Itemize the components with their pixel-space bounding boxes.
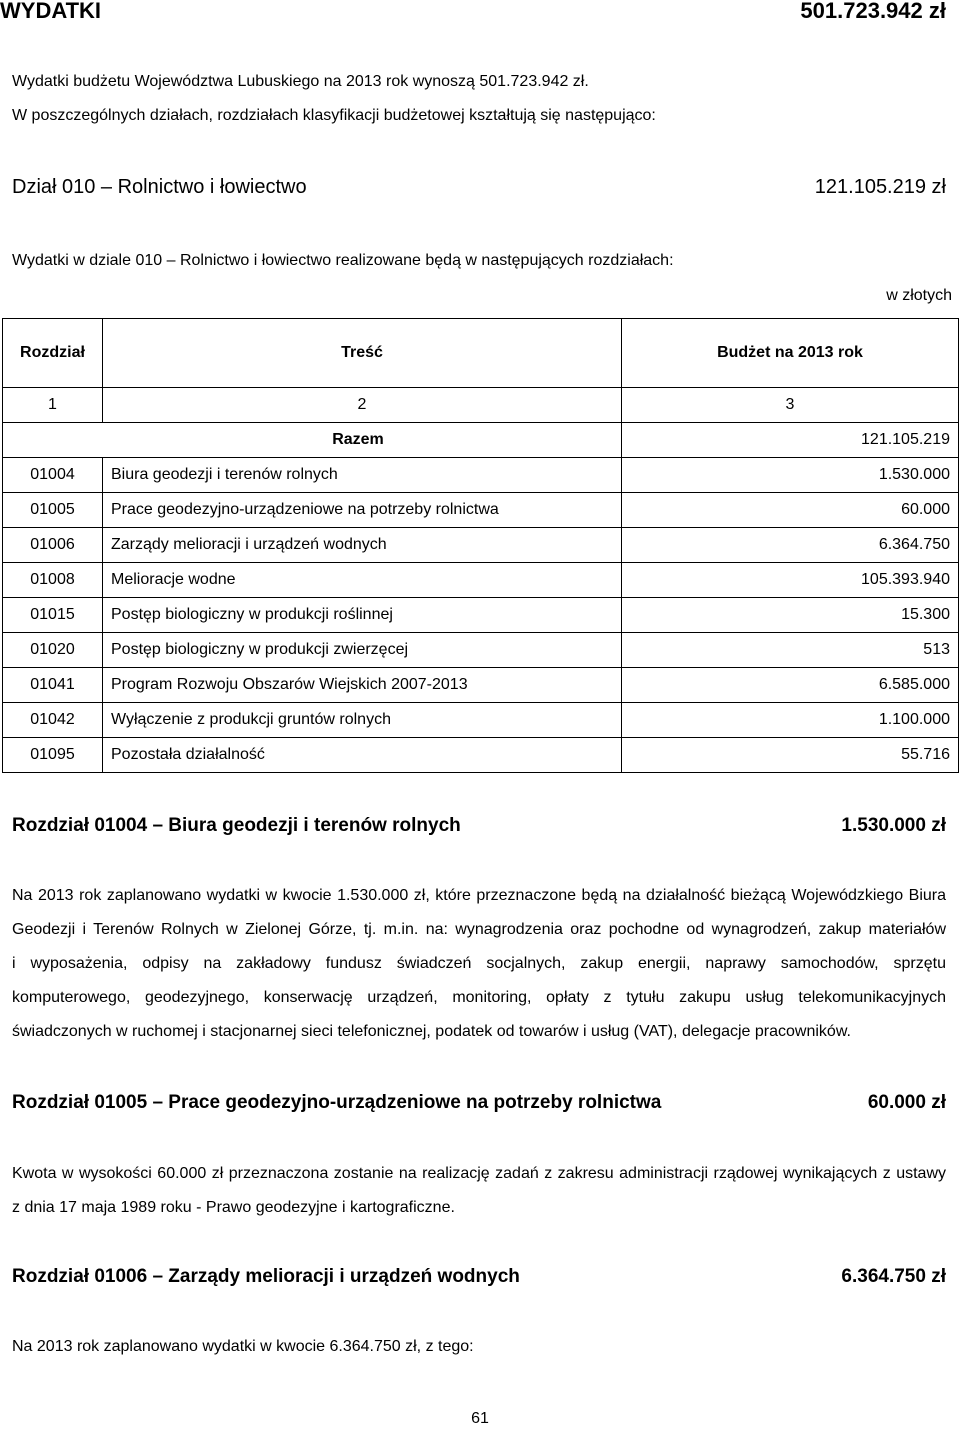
total-label: Razem xyxy=(3,423,622,458)
table-row xyxy=(3,528,959,563)
row-code: 01020 xyxy=(3,633,103,668)
table-row xyxy=(3,633,959,668)
header-budget: Budżet na 2013 rok xyxy=(622,319,959,388)
row-name: Program Rozwoju Obszarów Wiejskich 2007-2013 xyxy=(103,668,622,703)
section-lead: Wydatki w dziale 010 – Rolnictwo i łowiectwo realizowane będą w następujących rozdziałach: xyxy=(12,252,674,269)
row-code: 01095 xyxy=(3,738,103,773)
row-value: 1.100.000 xyxy=(622,703,959,738)
sub1-line-1: Na 2013 rok zaplanowano wydatki w kwocie 1.530.000 zł, które przeznaczone będą na działalność bieżącą Wojewódzkiego Biura xyxy=(12,887,946,904)
column-number-2: 2 xyxy=(103,388,622,423)
row-value: 105.393.940 xyxy=(622,563,959,598)
page-number: 61 xyxy=(471,1410,489,1427)
row-name: Zarządy melioracji i urządzeń wodnych xyxy=(103,528,622,563)
sub3-title: Rozdział 01006 – Zarządy melioracji i urządzeń wodnych xyxy=(12,1266,520,1287)
main-title-amount: 501.723.942 zł xyxy=(800,0,946,23)
sub3-line: Na 2013 rok zaplanowano wydatki w kwocie 6.364.750 zł, z tego: xyxy=(12,1338,474,1355)
table-row xyxy=(3,598,959,633)
row-name: Pozostała działalność xyxy=(103,738,622,773)
table-row xyxy=(3,668,959,703)
budget-table xyxy=(2,318,959,773)
header-chapter: Rozdział xyxy=(3,319,103,388)
row-code: 01015 xyxy=(3,598,103,633)
unit-label: w złotych xyxy=(886,287,952,304)
row-value: 513 xyxy=(622,633,959,668)
header-content: Treść xyxy=(103,319,622,388)
sub2-title: Rozdział 01005 – Prace geodezyjno-urządzeniowe na potrzeby rolnictwa xyxy=(12,1092,662,1113)
sub2-amount: 60.000 zł xyxy=(867,1092,946,1113)
table-row xyxy=(3,458,959,493)
table-row xyxy=(3,703,959,738)
row-name: Prace geodezyjno-urządzeniowe na potrzeby rolnictwa xyxy=(103,493,622,528)
row-name: Postęp biologiczny w produkcji zwierzęcej xyxy=(103,633,622,668)
row-code: 01041 xyxy=(3,668,103,703)
sub3-amount: 6.364.750 zł xyxy=(841,1266,946,1287)
row-value: 60.000 xyxy=(622,493,959,528)
row-code: 01005 xyxy=(3,493,103,528)
row-name: Biura geodezji i terenów rolnych xyxy=(103,458,622,493)
table-header-row xyxy=(3,319,959,388)
row-name: Melioracje wodne xyxy=(103,563,622,598)
intro-line-2: W poszczególnych działach, rozdziałach klasyfikacji budżetowej kształtują się następująco: xyxy=(12,107,656,124)
table-row xyxy=(3,563,959,598)
table-row xyxy=(3,738,959,773)
row-code: 01004 xyxy=(3,458,103,493)
sub1-amount: 1.530.000 zł xyxy=(841,815,946,836)
row-name: Postęp biologiczny w produkcji roślinnej xyxy=(103,598,622,633)
row-code: 01008 xyxy=(3,563,103,598)
table-total-row xyxy=(3,423,959,458)
section-amount: 121.105.219 zł xyxy=(814,176,946,198)
section-title: Dział 010 – Rolnictwo i łowiectwo xyxy=(12,176,307,198)
sub1-line-5: świadczonych w ruchomej i stacjonarnej sieci telefonicznej, podatek od towarów i usług (VAT), delegacje pracowników. xyxy=(12,1023,851,1040)
sub1-line-3: i wyposażenia, odpisy na zakładowy fundusz świadczeń socjalnych, zakup energii, naprawy samochodów, sprzętu xyxy=(12,955,946,972)
sub1-title: Rozdział 01004 – Biura geodezji i terenów rolnych xyxy=(12,815,461,836)
column-number-1: 1 xyxy=(3,388,103,423)
row-code: 01006 xyxy=(3,528,103,563)
column-number-3: 3 xyxy=(622,388,959,423)
sub2-line-1: Kwota w wysokości 60.000 zł przeznaczona zostanie na realizację zadań z zakresu administracji rządowej wynikających z ustawy xyxy=(12,1165,946,1182)
sub1-line-2: Geodezji i Terenów Rolnych w Zielonej Górze, tj. m.in. na: wynagrodzenia oraz pochodne od wynagrodzeń, zakup materiałów xyxy=(12,921,946,938)
row-value: 6.364.750 xyxy=(622,528,959,563)
table-row xyxy=(3,493,959,528)
sub1-line-4: komputerowego, geodezyjnego, konserwację urządzeń, monitoring, opłaty z tytułu zakupu usług telekomunikacyjnych xyxy=(12,989,946,1006)
total-value: 121.105.219 xyxy=(622,423,959,458)
row-value: 15.300 xyxy=(622,598,959,633)
row-value: 55.716 xyxy=(622,738,959,773)
main-title: WYDATKI xyxy=(0,0,102,23)
table-column-numbers-row xyxy=(3,388,959,423)
row-name: Wyłączenie z produkcji gruntów rolnych xyxy=(103,703,622,738)
intro-line-1: Wydatki budżetu Województwa Lubuskiego na 2013 rok wynoszą 501.723.942 zł. xyxy=(12,73,589,90)
row-value: 6.585.000 xyxy=(622,668,959,703)
sub2-line-2: z dnia 17 maja 1989 roku - Prawo geodezyjne i kartograficzne. xyxy=(12,1199,455,1216)
row-value: 1.530.000 xyxy=(622,458,959,493)
row-code: 01042 xyxy=(3,703,103,738)
